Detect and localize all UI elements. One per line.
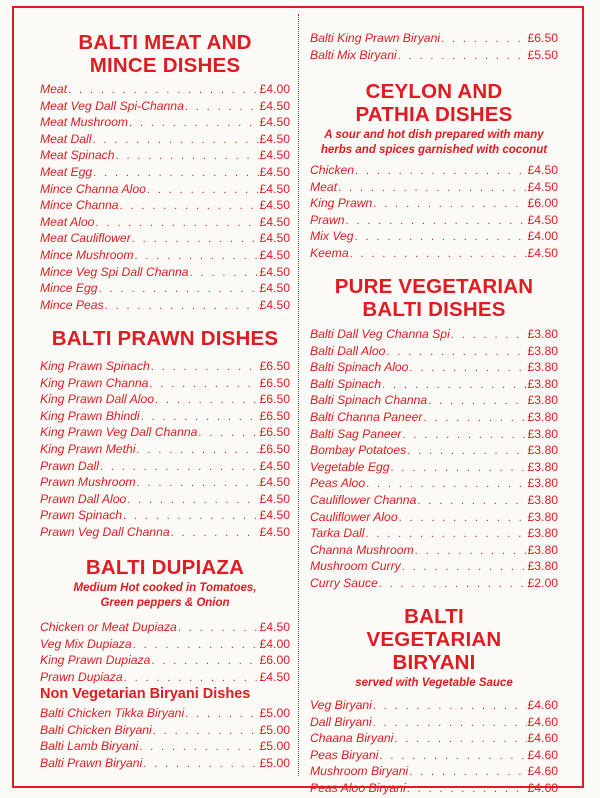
menu-item xyxy=(40,230,290,247)
item-price: £6.50 xyxy=(259,359,290,373)
item-name: Mince Peas xyxy=(40,297,104,312)
dot-leader xyxy=(379,576,527,593)
menu-item xyxy=(310,714,558,731)
item-name: King Prawn xyxy=(310,196,373,211)
dot-leader xyxy=(415,543,527,560)
item-price: £4.50 xyxy=(259,181,290,196)
dot-leader xyxy=(93,165,258,182)
item-name: Chicken or Meat Dupiaza xyxy=(40,620,177,634)
menu-item xyxy=(310,245,558,262)
menu-item xyxy=(40,705,290,722)
dot-leader xyxy=(151,359,259,376)
dot-leader xyxy=(105,298,259,315)
menu-item xyxy=(40,636,290,653)
menu-item xyxy=(310,509,558,526)
item-price: £3.80 xyxy=(527,343,558,358)
menu-item xyxy=(310,459,558,476)
menu-item xyxy=(310,426,558,443)
item-name: Mince Channa xyxy=(40,198,119,213)
menu-item xyxy=(40,507,290,524)
item-price: £3.80 xyxy=(527,426,558,441)
section-title: Non Vegetarian Biryani Dishes xyxy=(40,686,251,702)
item-price: £3.80 xyxy=(527,509,558,524)
dot-leader xyxy=(451,327,527,344)
menu-item xyxy=(40,375,290,392)
menu-item xyxy=(310,179,558,196)
item-name: Keema xyxy=(310,245,349,260)
section-ceylon-pathia xyxy=(310,80,558,262)
item-list xyxy=(40,358,290,541)
item-price: £3.80 xyxy=(527,559,558,574)
item-price: £3.80 xyxy=(527,542,558,557)
item-price: £6.50 xyxy=(259,425,290,440)
section-subtitle: served with Vegetable Sauce xyxy=(355,677,513,689)
item-name: King Prawn Dupiaza xyxy=(40,653,151,668)
dot-leader xyxy=(185,706,258,723)
item-name: Veg Biryani xyxy=(310,698,372,712)
menu-item xyxy=(40,114,290,131)
menu-item xyxy=(310,747,558,764)
menu-item xyxy=(40,424,290,441)
item-name: King Prawn Channa xyxy=(40,375,149,390)
item-price: £6.50 xyxy=(259,441,290,456)
item-name: Meat xyxy=(310,179,338,194)
item-price: £4.50 xyxy=(259,264,290,279)
item-price: £3.80 xyxy=(527,443,558,458)
dot-leader xyxy=(147,182,259,199)
item-price: £4.50 xyxy=(527,163,558,177)
item-price: £2.00 xyxy=(527,575,558,590)
menu-item xyxy=(310,575,558,592)
dot-leader xyxy=(417,493,526,510)
menu-item xyxy=(310,475,558,492)
dot-leader xyxy=(409,764,526,781)
item-name: King Prawn Methi xyxy=(40,441,136,456)
dot-leader xyxy=(402,427,526,444)
dot-leader xyxy=(133,637,259,654)
dot-leader xyxy=(153,723,259,740)
dot-leader xyxy=(190,265,259,282)
item-name: Prawn Spinach xyxy=(40,508,122,523)
item-name: Balti Prawn Biryani xyxy=(40,755,143,770)
item-price: £6.50 xyxy=(259,408,290,423)
item-name: Peas Aloo xyxy=(310,476,366,491)
item-price: £4.50 xyxy=(259,669,290,684)
item-name: Mince Egg xyxy=(40,281,98,296)
item-price: £6.00 xyxy=(527,196,558,211)
dot-leader xyxy=(423,410,526,427)
item-name: Balti Dall Aloo xyxy=(310,343,386,358)
item-name: Balti Chicken Tikka Biryani xyxy=(40,706,185,720)
section-pure-vegetarian xyxy=(310,275,558,592)
item-name: Balti Dall Veg Channa Spi xyxy=(310,327,450,341)
item-list xyxy=(40,81,290,313)
item-name: Balti Spinach xyxy=(310,376,382,391)
menu-item xyxy=(40,619,290,636)
item-name: Chicken xyxy=(310,163,355,177)
item-price: £4.60 xyxy=(527,714,558,729)
menu-item xyxy=(40,214,290,231)
dot-leader xyxy=(198,425,258,442)
item-price: £4.50 xyxy=(259,281,290,296)
dot-leader xyxy=(116,148,259,165)
item-price: £4.00 xyxy=(259,636,290,651)
item-price: £4.60 xyxy=(527,764,558,779)
dot-leader xyxy=(428,393,526,410)
menu-item xyxy=(310,525,558,542)
item-name: Prawn xyxy=(310,212,345,227)
item-name: Meat Mushroom xyxy=(40,115,129,130)
dot-leader xyxy=(149,376,258,393)
item-price: £4.50 xyxy=(259,131,290,146)
menu-item xyxy=(310,30,558,47)
item-price: £4.50 xyxy=(259,524,290,539)
dot-leader xyxy=(68,82,258,99)
section-balti-prawn xyxy=(40,327,290,541)
dot-leader xyxy=(409,360,526,377)
item-name: Mince Channa Aloo xyxy=(40,181,146,196)
dot-leader xyxy=(350,246,527,263)
dot-leader xyxy=(139,739,258,756)
section-title: PURE VEGETARIAN BALTI DISHES xyxy=(334,275,534,321)
menu-item xyxy=(40,164,290,181)
menu-item xyxy=(310,47,558,64)
item-name: Balti Mix Biryani xyxy=(310,47,397,62)
item-name: Chaana Biryani xyxy=(310,731,394,746)
item-name: Cauliflower Aloo xyxy=(310,509,398,524)
item-name: Peas Biryani xyxy=(310,747,379,762)
menu-item xyxy=(40,441,290,458)
item-price: £6.50 xyxy=(527,31,558,45)
item-name: Balti Lamb Biryani xyxy=(40,739,139,754)
menu-item xyxy=(40,147,290,164)
menu-item xyxy=(40,408,290,425)
item-price: £4.50 xyxy=(259,475,290,490)
menu-item xyxy=(40,197,290,214)
dot-leader xyxy=(379,748,526,765)
item-price: £4.60 xyxy=(527,698,558,712)
item-price: £5.00 xyxy=(259,706,290,720)
menu-item xyxy=(310,730,558,747)
section-subtitle: A sour and hot dish prepared with many herbs and spices garnished with coconut xyxy=(320,129,548,156)
item-name: Meat Aloo xyxy=(40,214,95,229)
menu-item xyxy=(40,524,290,541)
menu-item xyxy=(40,98,290,115)
dot-leader xyxy=(391,460,527,477)
menu-item xyxy=(40,264,290,281)
dot-leader xyxy=(382,377,526,394)
item-name: Tarka Dall xyxy=(310,526,365,541)
dot-leader xyxy=(178,620,259,637)
dot-leader xyxy=(338,180,526,197)
item-name: Mushroom Curry xyxy=(310,559,401,574)
section-title: CEYLON AND PATHIA DISHES xyxy=(355,80,513,126)
dot-leader xyxy=(407,781,527,798)
item-name: Veg Mix Dupiaza xyxy=(40,636,132,651)
dot-leader xyxy=(441,31,526,48)
item-name: Meat Veg Dall Spi-Channa xyxy=(40,98,184,113)
item-name: Meat Dall xyxy=(40,131,92,146)
item-name: Vegetable Egg xyxy=(310,459,390,474)
item-price: £3.80 xyxy=(527,393,558,408)
item-price: £4.50 xyxy=(527,245,558,260)
dot-leader xyxy=(151,653,258,670)
menu-item xyxy=(310,392,558,409)
item-price: £3.80 xyxy=(527,526,558,541)
item-list xyxy=(310,326,558,592)
dot-leader xyxy=(398,48,527,65)
dot-leader xyxy=(120,198,259,215)
section-vegetarian-biryani xyxy=(310,605,558,797)
item-name: Balti King Prawn Biryani xyxy=(310,31,441,45)
item-name: Meat Spinach xyxy=(40,148,115,163)
section-title: BALTI MEAT AND MINCE DISHES xyxy=(78,31,252,77)
item-price: £6.50 xyxy=(259,392,290,407)
dot-leader xyxy=(132,231,259,248)
menu-item xyxy=(40,755,290,772)
menu-item xyxy=(310,326,558,343)
dot-leader xyxy=(373,196,526,213)
menu-item xyxy=(40,491,290,508)
item-name: Prawn Veg Dall Channa xyxy=(40,524,170,539)
dot-leader xyxy=(399,510,527,527)
item-price: £4.50 xyxy=(527,212,558,227)
dot-leader xyxy=(99,281,259,298)
item-price: £4.50 xyxy=(259,297,290,312)
item-name: Channa Mushroom xyxy=(310,542,414,557)
menu-item xyxy=(310,492,558,509)
menu-item xyxy=(310,697,558,714)
section-title: BALTI VEGETARIAN BIRYANI xyxy=(366,605,502,674)
menu-item xyxy=(310,442,558,459)
section-title: BALTI PRAWN DISHES xyxy=(51,327,279,350)
item-name: Meat xyxy=(40,82,68,96)
item-name: King Prawn Spinach xyxy=(40,359,150,373)
menu-item xyxy=(40,474,290,491)
menu-item xyxy=(40,81,290,98)
item-price: £3.80 xyxy=(527,376,558,391)
item-name: Mince Veg Spi Dall Channa xyxy=(40,264,189,279)
item-list xyxy=(40,705,290,771)
item-price: £4.50 xyxy=(259,214,290,229)
item-name: Balti Channa Paneer xyxy=(310,409,423,424)
menu-item xyxy=(310,558,558,575)
dot-leader xyxy=(124,670,259,687)
menu-item xyxy=(40,280,290,297)
item-name: Prawn Dall Aloo xyxy=(40,491,127,506)
item-price: £3.80 xyxy=(527,409,558,424)
item-name: Balti Sag Paneer xyxy=(310,426,402,441)
menu-item xyxy=(40,247,290,264)
menu-item xyxy=(310,376,558,393)
item-list xyxy=(310,162,558,262)
item-price: £3.80 xyxy=(527,360,558,375)
item-name: King Prawn Bhindi xyxy=(40,408,140,423)
item-price: £4.50 xyxy=(259,164,290,179)
item-name: Mix Veg xyxy=(310,229,354,244)
dot-leader xyxy=(95,215,258,232)
item-price: £4.50 xyxy=(259,491,290,506)
item-price: £4.50 xyxy=(259,98,290,113)
menu-item xyxy=(310,195,558,212)
dot-leader xyxy=(100,459,259,476)
dot-leader xyxy=(386,344,526,361)
dot-leader xyxy=(185,99,259,116)
column-divider xyxy=(298,14,299,776)
menu-item xyxy=(40,458,290,475)
section-balti-meat xyxy=(40,31,290,313)
dot-leader xyxy=(402,559,527,576)
menu-item xyxy=(40,722,290,739)
dot-leader xyxy=(407,443,526,460)
dot-leader xyxy=(394,731,526,748)
menu-item xyxy=(40,652,290,669)
dot-leader xyxy=(92,132,258,149)
section-title: BALTI DUPIAZA xyxy=(85,556,245,579)
item-price: £4.50 xyxy=(259,198,290,213)
dot-leader xyxy=(355,163,526,180)
dot-leader xyxy=(134,248,258,265)
menu-item xyxy=(40,297,290,314)
dot-leader xyxy=(127,492,258,509)
item-price: £3.80 xyxy=(527,459,558,474)
item-name: Prawn Dupiaza xyxy=(40,669,123,684)
item-name: Prawn Dall xyxy=(40,458,99,473)
item-name: Balti Chicken Biryani xyxy=(40,722,152,737)
section-subtitle: Medium Hot cooked in Tomatoes, Green peppers & Onion xyxy=(73,582,257,609)
menu-item xyxy=(310,359,558,376)
menu-item xyxy=(40,358,290,375)
item-price: £4.50 xyxy=(259,247,290,262)
item-price: £5.00 xyxy=(259,722,290,737)
dot-leader xyxy=(171,525,259,542)
menu-item xyxy=(40,131,290,148)
item-name: Meat Cauliflower xyxy=(40,231,131,246)
dot-leader xyxy=(373,698,527,715)
menu-item xyxy=(310,763,558,780)
menu-item xyxy=(40,738,290,755)
dot-leader xyxy=(123,508,259,525)
item-name: Curry Sauce xyxy=(310,575,378,590)
dot-leader xyxy=(355,229,527,246)
item-list xyxy=(310,30,558,63)
item-price: £4.50 xyxy=(259,231,290,246)
item-name: Mince Mushroom xyxy=(40,247,134,262)
menu-item xyxy=(310,228,558,245)
menu-item xyxy=(310,542,558,559)
item-price: £4.60 xyxy=(527,747,558,762)
item-name: Peas Aloo Biryani xyxy=(310,780,406,795)
item-price: £4.50 xyxy=(259,508,290,523)
item-price: £4.50 xyxy=(259,458,290,473)
item-price: £6.00 xyxy=(259,653,290,668)
item-name: Cauliflower Channa xyxy=(310,492,417,507)
item-name: King Prawn Veg Dall Channa xyxy=(40,425,198,440)
dot-leader xyxy=(129,115,258,132)
dot-leader xyxy=(346,213,527,230)
dot-leader xyxy=(137,442,259,459)
section-nonveg-biryani xyxy=(40,685,290,771)
item-name: Balti Spinach Channa xyxy=(310,393,428,408)
item-price: £3.80 xyxy=(527,492,558,507)
dot-leader xyxy=(366,476,526,493)
item-price: £5.00 xyxy=(259,755,290,770)
section-biryani-continued xyxy=(310,30,558,63)
item-name: Mushroom Biryani xyxy=(310,764,409,779)
menu-item xyxy=(310,343,558,360)
item-list xyxy=(40,619,290,685)
item-price: £4.00 xyxy=(527,229,558,244)
menu-item xyxy=(310,212,558,229)
item-price: £5.50 xyxy=(527,47,558,62)
item-price: £4.50 xyxy=(259,620,290,634)
item-price: £3.80 xyxy=(527,476,558,491)
dot-leader xyxy=(373,715,527,732)
dot-leader xyxy=(141,409,259,426)
dot-leader xyxy=(155,392,258,409)
item-price: £4.60 xyxy=(527,731,558,746)
item-name: Balti Spinach Aloo xyxy=(310,360,409,375)
item-name: King Prawn Dall Aloo xyxy=(40,392,155,407)
item-name: Meat Egg xyxy=(40,164,93,179)
menu-item xyxy=(40,391,290,408)
item-price: £4.60 xyxy=(527,780,558,795)
dot-leader xyxy=(137,475,259,492)
section-balti-dupiaza xyxy=(40,556,290,685)
menu-item xyxy=(310,780,558,797)
item-price: £4.50 xyxy=(527,179,558,194)
dot-leader xyxy=(365,526,526,543)
menu-item xyxy=(40,669,290,686)
item-price: £4.00 xyxy=(259,82,290,96)
item-price: £3.80 xyxy=(527,327,558,341)
menu-item xyxy=(310,162,558,179)
item-price: £5.00 xyxy=(259,739,290,754)
dot-leader xyxy=(143,756,258,773)
item-price: £4.50 xyxy=(259,148,290,163)
item-price: £4.50 xyxy=(259,115,290,130)
item-name: Bombay Potatoes xyxy=(310,443,407,458)
item-name: Dall Biryani xyxy=(310,714,372,729)
item-name: Prawn Mushroom xyxy=(40,475,136,490)
item-list xyxy=(310,697,558,797)
menu-item xyxy=(310,409,558,426)
item-price: £6.50 xyxy=(259,375,290,390)
menu-item xyxy=(40,181,290,198)
